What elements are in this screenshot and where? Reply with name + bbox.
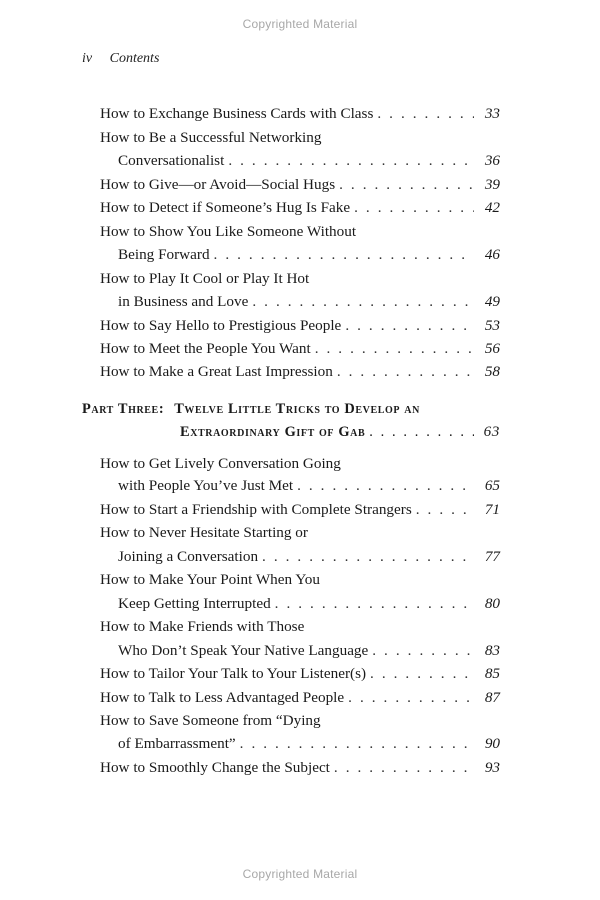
toc-entry-title: How to Be a Successful Networking xyxy=(100,129,322,146)
toc-entry xyxy=(100,758,500,778)
toc-entry-page: 80 xyxy=(484,595,500,612)
copyright-watermark-top: Copyrighted Material xyxy=(242,17,358,31)
toc-entry-title: How to Show You Like Someone Without xyxy=(100,223,357,240)
leader-dots xyxy=(339,175,474,195)
toc-entry xyxy=(100,339,500,359)
toc-entry xyxy=(100,198,500,218)
toc-entry-title: How to Make Your Point When You xyxy=(100,571,320,588)
toc-entry xyxy=(100,454,500,474)
toc-entry-title: Being Forward xyxy=(118,246,210,263)
toc-entry xyxy=(100,269,500,289)
leader-dots xyxy=(275,594,474,614)
leader-dots xyxy=(348,688,474,708)
toc-entry-page: 77 xyxy=(484,548,500,565)
toc-entry-page: 53 xyxy=(484,317,500,334)
leader-dots xyxy=(354,198,474,218)
toc-entry-title: How to Never Hesitate Starting or xyxy=(100,524,308,541)
toc-entry-page: 36 xyxy=(484,152,500,169)
leader-dots xyxy=(297,476,474,496)
toc-entry xyxy=(100,175,500,195)
toc-entry-title: How to Talk to Less Advantaged People xyxy=(100,689,345,706)
part-title-line-2: Extraordinary Gift of Gab xyxy=(180,424,366,440)
toc-entry-title: of Embarrassment” xyxy=(118,735,236,752)
toc-entry-title: How to Say Hello to Prestigious People xyxy=(100,317,342,334)
part-title-line-1: Twelve Little Tricks to Develop an xyxy=(174,401,420,417)
leader-dots xyxy=(315,339,474,359)
toc-entry-title: How to Detect if Someone’s Hug Is Fake xyxy=(100,199,351,216)
toc-entry-page: 49 xyxy=(484,293,500,310)
running-head xyxy=(82,51,159,67)
part-label: Part Three: xyxy=(82,401,165,417)
toc-entry-page: 71 xyxy=(484,501,500,518)
toc-entry-page: 46 xyxy=(484,246,500,263)
toc-entry xyxy=(100,523,500,543)
toc-entry xyxy=(100,128,500,148)
toc-entry xyxy=(100,688,500,708)
toc-entry-title: How to Exchange Business Cards with Class xyxy=(100,105,374,122)
running-head-title: Contents xyxy=(109,51,160,66)
toc-entry-page: 85 xyxy=(484,665,500,682)
toc-entry-title: How to Make a Great Last Impression xyxy=(100,363,333,380)
toc-entry-title: Who Don’t Speak Your Native Language xyxy=(118,642,369,659)
toc-entry-page: 83 xyxy=(484,642,500,659)
leader-dots xyxy=(345,316,474,336)
toc-entry-title: in Business and Love xyxy=(118,293,249,310)
toc-entry-title: Keep Getting Interrupted xyxy=(118,595,271,612)
toc-entry xyxy=(100,222,500,242)
toc-entry xyxy=(100,664,500,684)
part-heading xyxy=(82,399,500,419)
leader-dots xyxy=(262,547,474,567)
toc-entry-title: How to Tailor Your Talk to Your Listener(s) xyxy=(100,665,367,682)
leader-dots xyxy=(369,422,474,442)
leader-dots xyxy=(377,104,474,124)
toc-entry-page: 90 xyxy=(484,735,500,752)
toc-entry-title: How to Give—or Avoid—Social Hugs xyxy=(100,176,336,193)
toc-entry-page: 56 xyxy=(484,340,500,357)
toc-entry xyxy=(118,734,500,754)
part-heading-continued xyxy=(180,422,500,442)
leader-dots xyxy=(372,641,474,661)
toc-entry xyxy=(100,500,500,520)
toc-entry-title: How to Play It Cool or Play It Hot xyxy=(100,270,310,287)
toc-entry-page: 87 xyxy=(484,689,500,706)
leader-dots xyxy=(337,362,474,382)
toc-entry xyxy=(100,104,500,124)
toc-entry xyxy=(118,547,500,567)
leader-dots xyxy=(416,500,474,520)
toc-entry xyxy=(118,151,500,171)
toc-entry xyxy=(100,617,500,637)
toc-entry-title: How to Meet the People You Want xyxy=(100,340,311,357)
leader-dots xyxy=(334,758,474,778)
toc-entry xyxy=(100,570,500,590)
toc-entry-title: with People You’ve Just Met xyxy=(118,477,294,494)
toc-entry-title: How to Smoothly Change the Subject xyxy=(100,759,330,776)
toc-entry xyxy=(100,316,500,336)
toc-entry-title: How to Make Friends with Those xyxy=(100,618,305,635)
copyright-watermark-bottom: Copyrighted Material xyxy=(242,867,358,881)
toc-entry-page: 39 xyxy=(484,176,500,193)
toc-entry-page: 65 xyxy=(484,477,500,494)
toc-entry xyxy=(118,641,500,661)
toc-entry-page: 58 xyxy=(484,363,500,380)
toc-entry-page: 93 xyxy=(484,759,500,776)
toc-entry xyxy=(100,362,500,382)
toc-entry xyxy=(118,245,500,265)
leader-dots xyxy=(370,664,474,684)
page-number: iv xyxy=(82,51,93,66)
toc-entry xyxy=(118,594,500,614)
toc-entry xyxy=(118,476,500,496)
leader-dots xyxy=(214,245,474,265)
leader-dots xyxy=(240,734,474,754)
toc-entry xyxy=(100,711,500,731)
toc-entry-title: How to Save Someone from “Dying xyxy=(100,712,321,729)
toc-entry-title: Joining a Conversation xyxy=(118,548,259,565)
leader-dots xyxy=(252,292,474,312)
toc-entry-page: 42 xyxy=(484,199,500,216)
toc-entry-title: How to Get Lively Conversation Going xyxy=(100,455,341,472)
part-page: 63 xyxy=(483,423,500,440)
leader-dots xyxy=(228,151,474,171)
toc-entry-title: Conversationalist xyxy=(118,152,225,169)
toc-entry-title: How to Start a Friendship with Complete Strangers xyxy=(100,501,412,518)
toc-entry xyxy=(118,292,500,312)
toc-entry-page: 33 xyxy=(484,105,500,122)
